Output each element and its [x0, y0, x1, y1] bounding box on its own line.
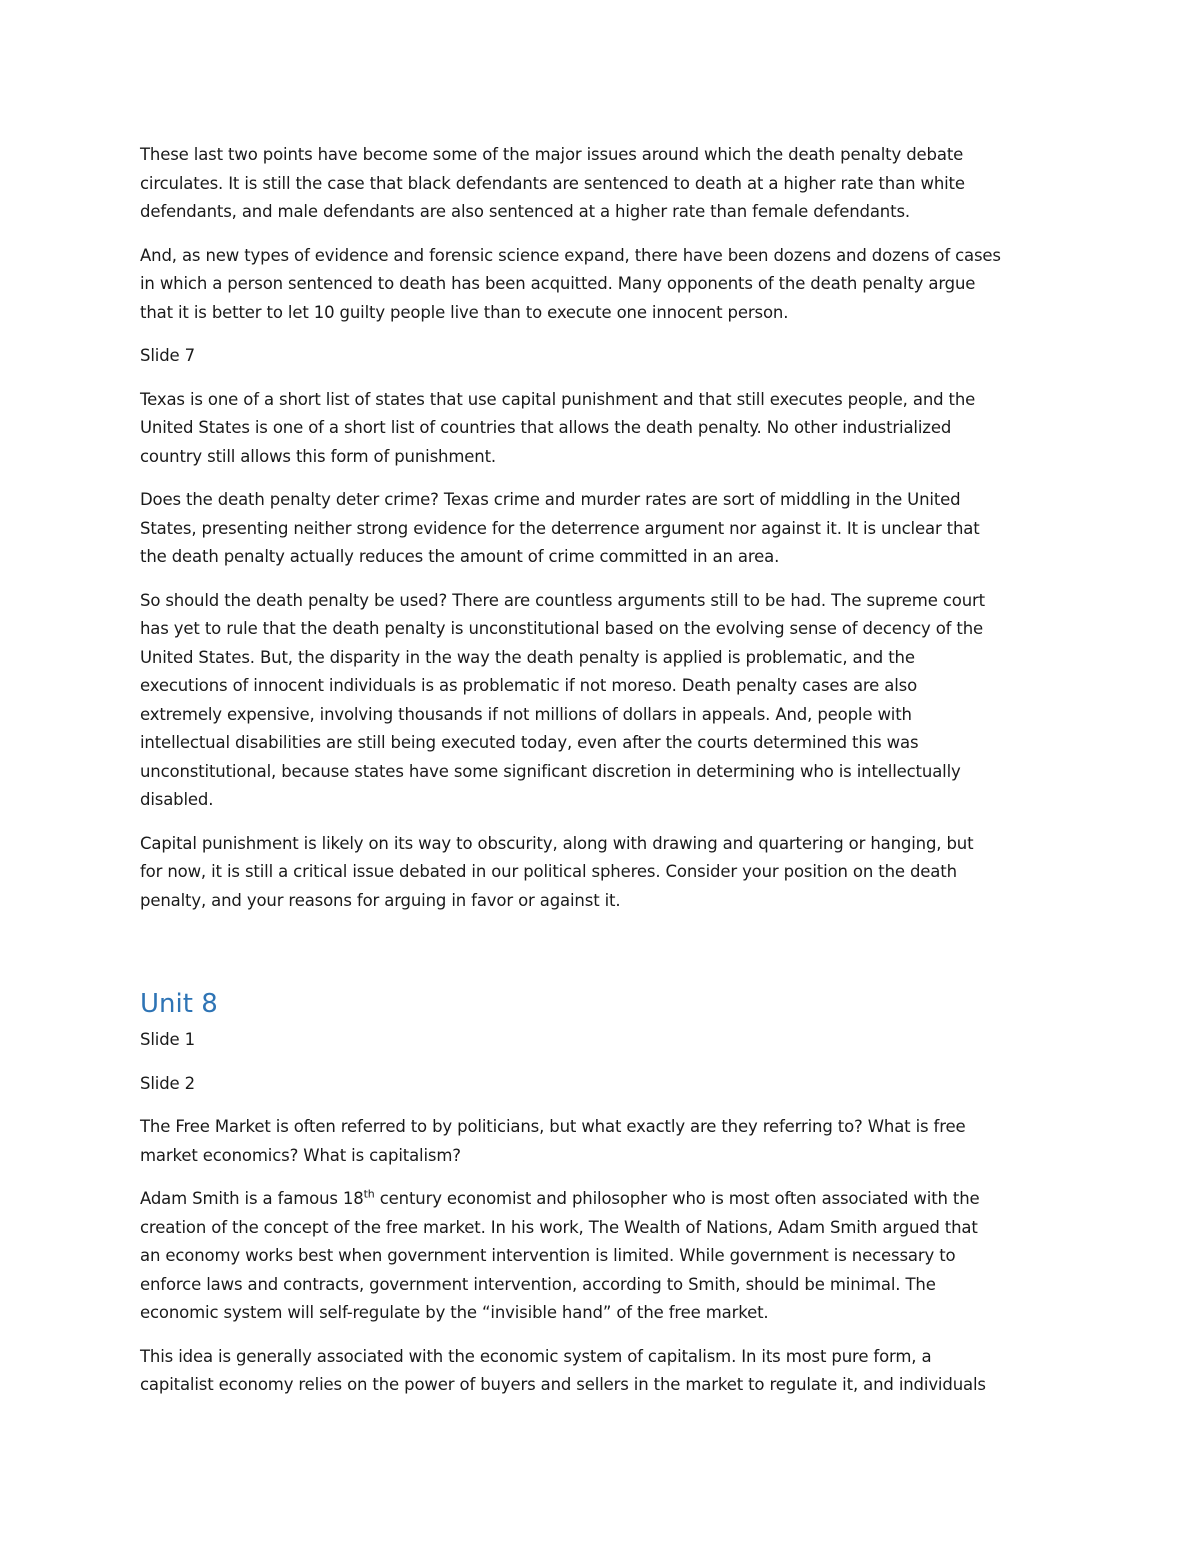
paragraph-line: extremely expensive, involving thousands if not millions of dollars in appeals. And, people with	[140, 704, 912, 724]
paragraph-line: the death penalty actually reduces the amount of crime committed in an area.	[140, 547, 780, 566]
paragraph-line: Texas is one of a short list of states that use capital punishment and that still executes people, and the	[140, 389, 976, 409]
paragraph-line: So should the death penalty be used? There are countless arguments still to be had. The supreme court	[140, 590, 985, 610]
section-unit8-intro	[140, 1026, 1065, 1170]
paragraph-line: circulates. It is still the case that black defendants are sentenced to death at a higher rate than white	[140, 173, 965, 193]
paragraph-line: that it is better to let 10 guilty people live than to execute one innocent person.	[140, 302, 789, 322]
paragraph-line: Capital punishment is likely on its way to obscurity, along with drawing and quartering or hanging, but	[140, 833, 974, 853]
paragraph-line: economic system will self-regulate by the “invisible hand” of the free market.	[140, 1303, 769, 1322]
superscript: th	[363, 1187, 375, 1201]
paragraph	[140, 1026, 1065, 1055]
document-page	[140, 141, 1065, 1415]
paragraph-line: creation of the concept of the free market. In his work, The Wealth of Nations, Adam Smith argued that	[140, 1217, 978, 1237]
paragraph	[140, 342, 1065, 371]
paragraph-line: United States is one of a short list of countries that allows the death penalty. No other industrialized	[140, 418, 952, 437]
paragraph-line: country still allows this form of punishment.	[140, 446, 497, 466]
paragraph	[140, 830, 1065, 916]
paragraph-adam-smith	[140, 1185, 1065, 1328]
paragraph-line: intellectual disabilities are still being executed today, even after the courts determined this was	[140, 733, 919, 752]
section-death-penalty	[140, 141, 1065, 915]
unit-heading: Unit 8	[140, 989, 218, 1019]
paragraph-line: an economy works best when government intervention is limited. While government is necessary to	[140, 1246, 956, 1265]
paragraph	[140, 1070, 1065, 1099]
paragraph-line: These last two points have become some of the major issues around which the death penalty debate	[140, 145, 964, 164]
paragraph-line: defendants, and male defendants are also sentenced at a higher rate than female defendants.	[140, 202, 910, 221]
paragraph-line: Slide 7	[140, 346, 195, 365]
paragraph	[140, 1113, 1065, 1170]
text-run: Adam Smith is a famous 18	[140, 1189, 364, 1208]
paragraph-line: This idea is generally associated with the economic system of capitalism. In its most pure form, a	[140, 1346, 932, 1366]
paragraph-line: The Free Market is often referred to by politicians, but what exactly are they referring to? What is free	[140, 1117, 966, 1136]
paragraph	[140, 242, 1065, 328]
paragraph-line: for now, it is still a critical issue debated in our political spheres. Consider your position on the death	[140, 862, 957, 881]
paragraph-line: penalty, and your reasons for arguing in favor or against it.	[140, 890, 621, 910]
section-capitalism	[140, 1343, 1065, 1400]
paragraph-line: executions of innocent individuals is as problematic if not moreso. Death penalty cases are also	[140, 676, 918, 695]
paragraph-line: unconstitutional, because states have some significant discretion in determining who is intellectually	[140, 761, 961, 781]
paragraph-line: capitalist economy relies on the power of buyers and sellers in the market to regulate it, and individuals	[140, 1375, 986, 1394]
paragraph-line: Does the death penalty deter crime? Texas crime and murder rates are sort of middling in the United	[140, 490, 961, 509]
paragraph	[140, 1343, 1065, 1400]
paragraph-line: United States. But, the disparity in the way the death penalty is applied is problematic, and the	[140, 647, 915, 667]
paragraph-line: Slide 1	[140, 1030, 195, 1049]
paragraph-line: States, presenting neither strong evidence for the deterrence argument nor against it. It is unclear that	[140, 518, 980, 538]
paragraph-line: And, as new types of evidence and forensic science expand, there have been dozens and dozens of cases	[140, 245, 1001, 265]
paragraph-line: disabled.	[140, 790, 214, 809]
paragraph	[140, 386, 1065, 472]
text-run: century economist and philosopher who is most often associated with the	[374, 1189, 980, 1208]
paragraph	[140, 141, 1065, 227]
paragraph-line: has yet to rule that the death penalty is unconstitutional based on the evolving sense of decency of the	[140, 619, 984, 638]
paragraph	[140, 486, 1065, 572]
paragraph-line	[140, 1185, 1065, 1214]
paragraph-line: market economics? What is capitalism?	[140, 1145, 461, 1165]
paragraph-line: Slide 2	[140, 1073, 195, 1093]
paragraph-line: in which a person sentenced to death has been acquitted. Many opponents of the death penalty argue	[140, 274, 976, 293]
paragraph-line: enforce laws and contracts, government intervention, according to Smith, should be minimal. The	[140, 1274, 936, 1294]
paragraph	[140, 587, 1065, 815]
